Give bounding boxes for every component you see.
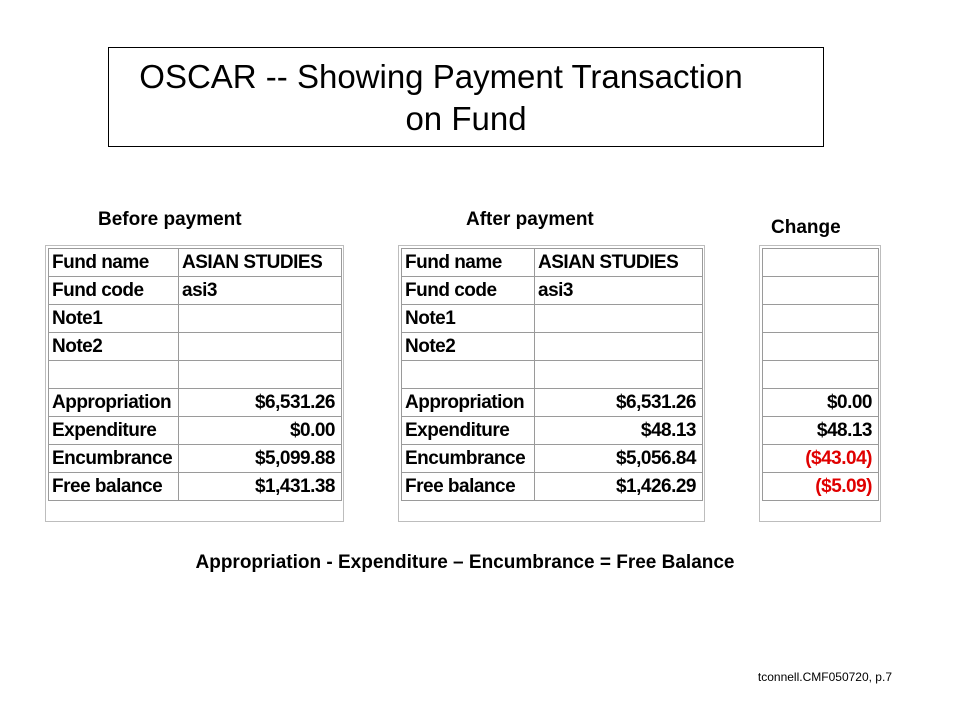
change-value: ($43.04)	[763, 445, 879, 473]
table-row	[49, 249, 342, 277]
row-value	[179, 333, 342, 361]
change-value	[763, 305, 879, 333]
table-row	[763, 333, 879, 361]
table-row	[402, 277, 703, 305]
table-row	[763, 389, 879, 417]
table-row	[402, 473, 703, 501]
row-value: $0.00	[179, 417, 342, 445]
row-value: $5,056.84	[535, 445, 703, 473]
row-label: Expenditure	[402, 417, 535, 445]
table-row	[49, 361, 342, 389]
formula-caption: Appropriation - Expenditure – Encumbrance = Free Balance	[195, 552, 735, 573]
row-label: Note1	[49, 305, 179, 333]
row-label	[49, 361, 179, 389]
change-table	[762, 248, 879, 501]
row-value	[535, 305, 703, 333]
row-value: ASIAN STUDIES	[535, 249, 703, 277]
table-row	[763, 249, 879, 277]
change-value	[763, 361, 879, 389]
title-line-1: OSCAR -- Showing Payment Transaction	[139, 58, 743, 95]
table-row	[402, 305, 703, 333]
row-value	[535, 333, 703, 361]
table-row	[763, 417, 879, 445]
row-label: Note2	[402, 333, 535, 361]
footer-citation: tconnell.CMF050720, p.7	[757, 670, 892, 684]
table-row	[763, 277, 879, 305]
change-value: $0.00	[763, 389, 879, 417]
row-value	[179, 305, 342, 333]
row-label: Appropriation	[49, 389, 179, 417]
table-row	[402, 389, 703, 417]
before-table	[48, 248, 342, 501]
table-row	[49, 277, 342, 305]
table-row	[763, 305, 879, 333]
row-label: Appropriation	[402, 389, 535, 417]
row-label: Fund code	[402, 277, 535, 305]
row-label: Note2	[49, 333, 179, 361]
table-row	[49, 445, 342, 473]
row-label: Fund code	[49, 277, 179, 305]
title-box	[108, 47, 824, 147]
table-row	[763, 361, 879, 389]
row-label: Free balance	[402, 473, 535, 501]
row-label: Fund name	[402, 249, 535, 277]
row-label: Note1	[402, 305, 535, 333]
change-value	[763, 333, 879, 361]
row-label	[402, 361, 535, 389]
row-label: Encumbrance	[49, 445, 179, 473]
change-value: ($5.09)	[763, 473, 879, 501]
row-value: $5,099.88	[179, 445, 342, 473]
row-label: Fund name	[49, 249, 179, 277]
table-row	[402, 333, 703, 361]
table-row	[402, 445, 703, 473]
table-row	[49, 333, 342, 361]
after-table	[401, 248, 703, 501]
table-row	[49, 473, 342, 501]
row-label: Encumbrance	[402, 445, 535, 473]
row-value: $48.13	[535, 417, 703, 445]
before-heading: Before payment	[98, 209, 242, 230]
row-value: ASIAN STUDIES	[179, 249, 342, 277]
row-value: $6,531.26	[535, 389, 703, 417]
table-row	[402, 417, 703, 445]
table-row	[763, 445, 879, 473]
row-value: asi3	[179, 277, 342, 305]
after-heading: After payment	[466, 209, 594, 230]
table-row	[49, 305, 342, 333]
table-row	[402, 249, 703, 277]
row-value: $1,431.38	[179, 473, 342, 501]
row-value: $1,426.29	[535, 473, 703, 501]
table-row	[402, 361, 703, 389]
table-row	[49, 389, 342, 417]
row-value: $6,531.26	[179, 389, 342, 417]
change-value: $48.13	[763, 417, 879, 445]
row-label: Free balance	[49, 473, 179, 501]
change-value	[763, 277, 879, 305]
row-value	[535, 361, 703, 389]
change-value	[763, 249, 879, 277]
row-value	[179, 361, 342, 389]
table-row	[49, 417, 342, 445]
title-line-2: on Fund	[405, 100, 527, 137]
table-row	[763, 473, 879, 501]
row-label: Expenditure	[49, 417, 179, 445]
change-heading: Change	[771, 217, 841, 238]
row-value: asi3	[535, 277, 703, 305]
